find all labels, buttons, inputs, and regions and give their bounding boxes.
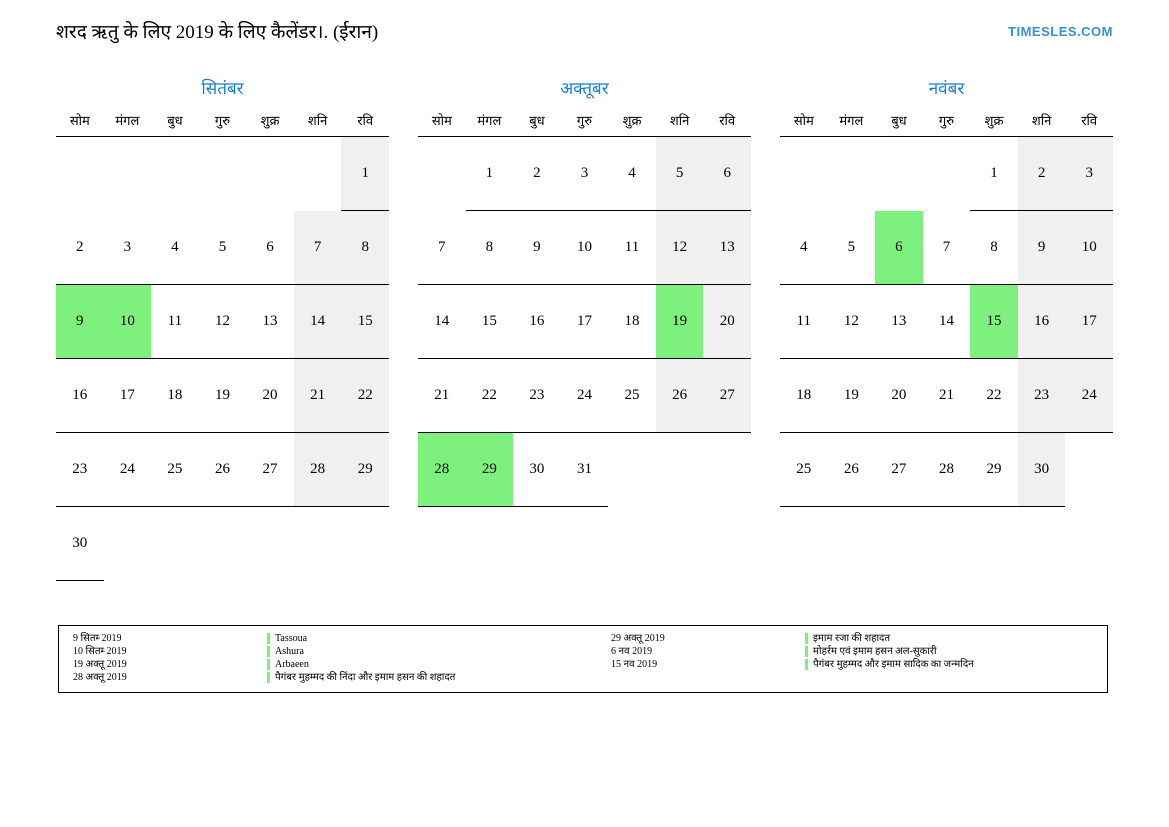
day-cell[interactable]: 12 [656, 211, 704, 285]
week-row [418, 211, 751, 285]
legend-entry [605, 632, 1133, 645]
legend-color-swatch [267, 672, 270, 683]
weekday-header: सोम [418, 109, 466, 137]
day-cell[interactable]: 14 [294, 285, 342, 359]
legend-entry [605, 645, 1133, 658]
empty-day-cell [104, 137, 152, 211]
week-row [56, 359, 389, 433]
empty-day-cell [1065, 433, 1113, 507]
day-cell[interactable]: 17 [1065, 285, 1113, 359]
day-cell-holiday[interactable]: 19 [656, 285, 704, 359]
day-cell[interactable]: 16 [1018, 285, 1066, 359]
day-cell[interactable]: 10 [1065, 211, 1113, 285]
day-cell[interactable]: 24 [561, 359, 609, 433]
day-cell[interactable]: 9 [513, 211, 561, 285]
day-cell[interactable]: 23 [1018, 359, 1066, 433]
week-row [780, 433, 1113, 507]
weekday-header: सोम [780, 109, 828, 137]
day-cell[interactable]: 6 [703, 137, 751, 211]
day-cell[interactable]: 22 [341, 359, 389, 433]
day-cell[interactable]: 11 [151, 285, 199, 359]
month-block [780, 76, 1113, 581]
month-table [780, 109, 1113, 507]
empty-day-cell [246, 137, 294, 211]
day-cell[interactable]: 23 [56, 433, 104, 507]
day-cell[interactable]: 10 [561, 211, 609, 285]
weekday-header: सोम [56, 109, 104, 137]
day-cell[interactable]: 28 [294, 433, 342, 507]
day-cell[interactable]: 8 [466, 211, 514, 285]
day-cell[interactable]: 18 [780, 359, 828, 433]
empty-day-cell [828, 137, 876, 211]
legend-right-group [605, 658, 1133, 671]
day-cell[interactable]: 28 [923, 433, 971, 507]
empty-day-cell [703, 433, 751, 507]
week-row [418, 285, 751, 359]
empty-day-cell [199, 507, 247, 581]
week-row [780, 359, 1113, 433]
day-cell[interactable]: 13 [246, 285, 294, 359]
legend-color-swatch [267, 659, 270, 670]
day-cell[interactable]: 5 [199, 211, 247, 285]
day-cell[interactable]: 26 [828, 433, 876, 507]
day-cell-holiday[interactable]: 10 [104, 285, 152, 359]
legend-name: Ashura [275, 646, 304, 657]
week-row [56, 433, 389, 507]
weekday-header: बुध [151, 109, 199, 137]
week-row [418, 433, 751, 507]
legend-name: इमाम रजा की शहादत [813, 633, 891, 644]
weekday-header: मंगल [466, 109, 514, 137]
legend-rows [67, 632, 1099, 684]
day-cell[interactable]: 11 [608, 211, 656, 285]
month-table [56, 109, 389, 581]
day-cell[interactable]: 5 [828, 211, 876, 285]
empty-day-cell [418, 137, 466, 211]
week-row [418, 137, 751, 211]
legend-name: पैगंबर मुहम्मद और इमाम सादिक का जन्मदिन [813, 659, 974, 670]
month-table [418, 109, 751, 507]
day-cell[interactable]: 20 [246, 359, 294, 433]
day-cell[interactable]: 25 [608, 359, 656, 433]
empty-day-cell [294, 137, 342, 211]
legend-name: पैगंबर मुहम्मद की निंदा और इमाम हसन की शहादत [275, 672, 456, 683]
weekday-header: शुक्र [246, 109, 294, 137]
empty-day-cell [246, 507, 294, 581]
legend-date: 19 अक्तू‍ 2019 [73, 659, 127, 670]
day-cell[interactable]: 19 [199, 359, 247, 433]
day-cell[interactable]: 1 [341, 137, 389, 211]
day-cell[interactable]: 2 [513, 137, 561, 211]
day-cell[interactable]: 11 [780, 285, 828, 359]
legend-color-swatch [267, 633, 270, 644]
week-row [780, 211, 1113, 285]
day-cell[interactable]: 26 [199, 433, 247, 507]
day-cell[interactable]: 25 [151, 433, 199, 507]
month-name: अक्तूबर [560, 79, 609, 98]
day-cell[interactable]: 3 [1065, 137, 1113, 211]
day-cell[interactable]: 17 [104, 359, 152, 433]
week-row [418, 359, 751, 433]
week-row [56, 137, 389, 211]
day-cell[interactable]: 23 [513, 359, 561, 433]
day-cell[interactable]: 27 [246, 433, 294, 507]
empty-day-cell [151, 137, 199, 211]
day-cell[interactable]: 13 [875, 285, 923, 359]
empty-day-cell [923, 137, 971, 211]
page-title: शरद ऋतु के लिए 2019 के लिए कैलेंडर।. (ईरान) [56, 22, 379, 43]
day-cell[interactable]: 1 [466, 137, 514, 211]
day-cell[interactable]: 5 [656, 137, 704, 211]
day-cell[interactable]: 31 [561, 433, 609, 507]
legend-entry [67, 658, 595, 671]
weekday-header: बुध [875, 109, 923, 137]
weekday-header: शुक्र [970, 109, 1018, 137]
day-cell-holiday[interactable]: 28 [418, 433, 466, 507]
empty-day-cell [151, 507, 199, 581]
empty-day-cell [341, 507, 389, 581]
day-cell[interactable]: 15 [466, 285, 514, 359]
brand-link[interactable]: TIMESLES.COM [1008, 24, 1113, 39]
day-cell[interactable]: 8 [970, 211, 1018, 285]
empty-day-cell [104, 507, 152, 581]
empty-day-cell [56, 137, 104, 211]
month-name: सितंबर [201, 79, 244, 98]
legend-color-swatch [267, 646, 270, 657]
day-cell[interactable]: 30 [1018, 433, 1066, 507]
day-cell-holiday[interactable]: 6 [875, 211, 923, 285]
week-row [780, 137, 1113, 211]
month-name: नवंबर [928, 79, 965, 98]
legend-color-swatch [805, 646, 808, 657]
legend-name: Tassoua [275, 633, 308, 644]
legend-entry [67, 671, 595, 684]
day-cell[interactable]: 30 [56, 507, 104, 581]
weekday-header: शनि [656, 109, 704, 137]
weekday-header: शुक्र [608, 109, 656, 137]
day-cell[interactable]: 21 [418, 359, 466, 433]
day-cell[interactable]: 1 [970, 137, 1018, 211]
day-cell[interactable]: 27 [875, 433, 923, 507]
legend-color-swatch [805, 659, 808, 670]
day-cell[interactable]: 29 [341, 433, 389, 507]
day-cell[interactable]: 6 [246, 211, 294, 285]
empty-day-cell [294, 507, 342, 581]
day-cell[interactable]: 13 [703, 211, 751, 285]
weekday-header-row [780, 109, 1113, 137]
day-cell[interactable]: 21 [923, 359, 971, 433]
legend-row [67, 671, 1099, 684]
day-cell-holiday[interactable]: 29 [466, 433, 514, 507]
empty-day-cell [608, 433, 656, 507]
legend-date: 15 नव‍ 2019 [611, 659, 658, 670]
day-cell[interactable]: 15 [341, 285, 389, 359]
day-cell[interactable]: 27 [703, 359, 751, 433]
weekday-header: रवि [1065, 109, 1113, 137]
day-cell[interactable]: 3 [561, 137, 609, 211]
legend-entry [67, 632, 595, 645]
weekday-header: रवि [703, 109, 751, 137]
day-cell[interactable]: 14 [923, 285, 971, 359]
day-cell[interactable]: 3 [104, 211, 152, 285]
weekday-header: रवि [341, 109, 389, 137]
weekday-header-row [418, 109, 751, 137]
day-cell[interactable]: 22 [466, 359, 514, 433]
legend-name: मोहर्रम एवं इमाम हसन अल-सुकारी [813, 646, 937, 657]
day-cell[interactable]: 29 [970, 433, 1018, 507]
weekday-header: मंगल [104, 109, 152, 137]
day-cell[interactable]: 24 [104, 433, 152, 507]
week-row [56, 285, 389, 359]
legend-date: 6 नव‍ 2019 [611, 646, 653, 657]
legend-row [67, 658, 1099, 671]
legend-color-swatch [805, 633, 808, 644]
weekday-header: बुध [513, 109, 561, 137]
week-row [56, 211, 389, 285]
weekday-header: शनि [1018, 109, 1066, 137]
legend-row [67, 645, 1099, 658]
day-cell[interactable]: 16 [56, 359, 104, 433]
empty-day-cell [199, 137, 247, 211]
day-cell[interactable]: 4 [608, 137, 656, 211]
legend-date: 9 सितम्‍ 2019 [73, 633, 122, 644]
day-cell[interactable]: 17 [561, 285, 609, 359]
day-cell[interactable]: 14 [418, 285, 466, 359]
week-row [780, 285, 1113, 359]
day-cell[interactable]: 20 [703, 285, 751, 359]
month-block [56, 76, 389, 581]
day-cell[interactable]: 2 [56, 211, 104, 285]
day-cell[interactable]: 18 [151, 359, 199, 433]
legend-row [67, 632, 1099, 645]
empty-day-cell [780, 137, 828, 211]
empty-day-cell [875, 137, 923, 211]
legend-date: 10 सितम्‍ 2019 [73, 646, 127, 657]
day-cell[interactable]: 2 [1018, 137, 1066, 211]
week-row [56, 507, 389, 581]
day-cell[interactable]: 30 [513, 433, 561, 507]
day-cell[interactable]: 20 [875, 359, 923, 433]
weekday-header: गुरु [199, 109, 247, 137]
day-cell-holiday[interactable]: 15 [970, 285, 1018, 359]
legend-right-group [605, 645, 1133, 658]
weekday-header: शनि [294, 109, 342, 137]
day-cell[interactable]: 7 [418, 211, 466, 285]
day-cell[interactable]: 25 [780, 433, 828, 507]
day-cell[interactable]: 8 [341, 211, 389, 285]
day-cell[interactable]: 12 [828, 285, 876, 359]
legend-entry [67, 645, 595, 658]
day-cell[interactable]: 4 [151, 211, 199, 285]
day-cell[interactable]: 18 [608, 285, 656, 359]
legend-name: Arbaeen [275, 659, 309, 670]
day-cell[interactable]: 7 [923, 211, 971, 285]
weekday-header: मंगल [828, 109, 876, 137]
weekday-header: गुरु [923, 109, 971, 137]
weekday-header: गुरु [561, 109, 609, 137]
day-cell-holiday[interactable]: 9 [56, 285, 104, 359]
month-block [418, 76, 751, 581]
empty-day-cell [656, 433, 704, 507]
legend-date: 29 अक्तू‍ 2019 [611, 633, 665, 644]
weekday-header-row [56, 109, 389, 137]
day-cell[interactable]: 19 [828, 359, 876, 433]
legend-right-group [605, 632, 1133, 645]
day-cell[interactable]: 7 [294, 211, 342, 285]
legend-date: 28 अक्तू‍ 2019 [73, 672, 127, 683]
months-container [56, 76, 1113, 581]
legend-box [58, 625, 1108, 693]
day-cell[interactable]: 21 [294, 359, 342, 433]
day-cell[interactable]: 9 [1018, 211, 1066, 285]
legend-entry [605, 658, 1133, 671]
day-cell[interactable]: 4 [780, 211, 828, 285]
day-cell[interactable]: 24 [1065, 359, 1113, 433]
day-cell[interactable]: 22 [970, 359, 1018, 433]
day-cell[interactable]: 26 [656, 359, 704, 433]
day-cell[interactable]: 12 [199, 285, 247, 359]
day-cell[interactable]: 16 [513, 285, 561, 359]
